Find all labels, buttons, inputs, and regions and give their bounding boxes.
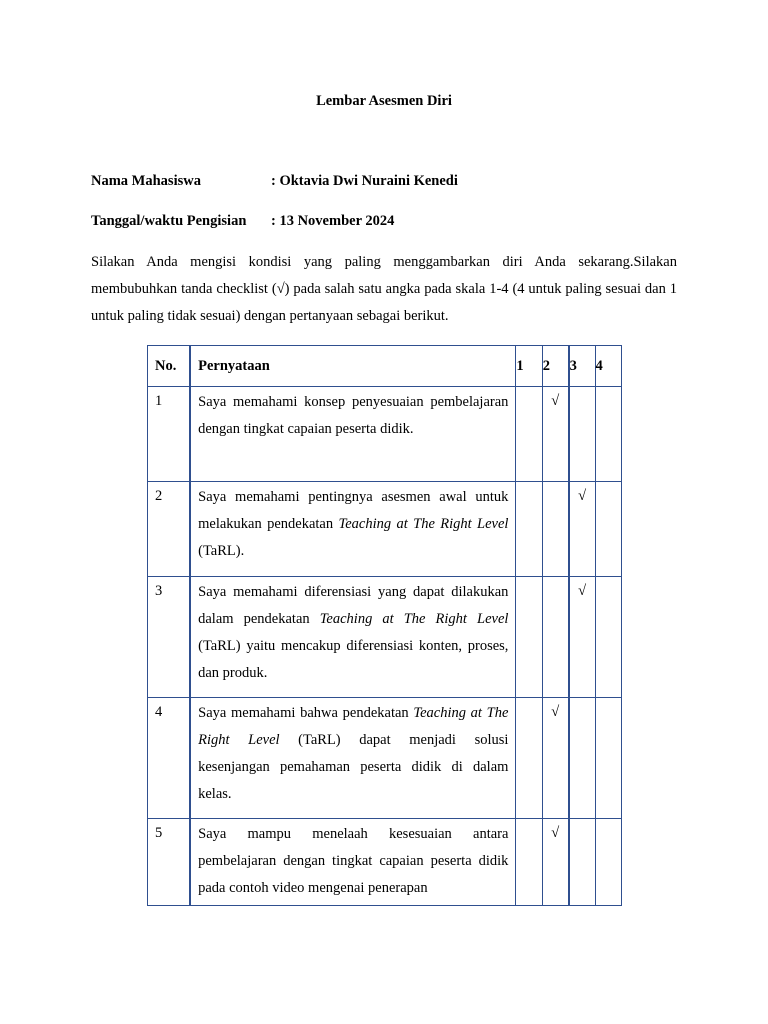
row-statement [190,698,516,819]
table-row [148,387,622,482]
score-cell-2 [542,577,568,698]
statement-italic-text: Teaching at The Right Level [198,705,509,748]
score-cell-4 [595,577,621,698]
check-mark: √ [551,704,560,720]
row-number: 2 [148,482,191,577]
statement-text: Saya memahami diferensiasi yang dapat dilakukan dalam pendekatan [198,584,509,627]
fill-date-value: : 13 November 2024 [271,213,395,229]
check-mark: √ [551,393,560,409]
score-cell-1 [516,482,542,577]
score-cell-2 [542,482,568,577]
check-mark: √ [578,583,587,599]
row-number: 1 [148,387,191,482]
score-cell-2 [542,819,568,906]
score-cell-3 [569,819,595,906]
score-cell-3 [569,577,595,698]
score-cell-1 [516,819,542,906]
header-score-2: 2 [542,346,568,387]
score-cell-4 [595,482,621,577]
score-cell-2 [542,387,568,482]
statement-text: (TaRL). [198,543,245,559]
header-score-4: 4 [595,346,621,387]
table-row [148,577,622,698]
statement-text: Saya memahami konsep penyesuaian pembelajaran dengan tingkat capaian peserta didik. [198,394,509,437]
check-mark: √ [551,825,560,841]
score-cell-4 [595,698,621,819]
score-cell-2 [542,698,568,819]
table-row [148,482,622,577]
check-mark: √ [578,488,587,504]
score-cell-4 [595,819,621,906]
score-cell-3 [569,482,595,577]
score-cell-3 [569,387,595,482]
header-score-1: 1 [516,346,542,387]
self-assessment-table [147,345,622,906]
student-name-row [91,173,458,190]
document-title: Lembar Asesmen Diri [316,93,452,109]
row-number: 5 [148,819,191,906]
student-name-label: Nama Mahasiswa [91,173,201,189]
statement-text: (TaRL) yaitu mencakup diferensiasi konten, proses, dan produk. [198,638,509,681]
score-cell-3 [569,698,595,819]
instructions-paragraph: Silakan Anda mengisi kondisi yang paling menggambarkan diri Anda sekarang.Silakan membubuhkan tanda checklist (√) pada salah satu angka pada skala 1-4 (4 untuk paling sesuai dan 1 untuk paling tidak sesuai) dengan pertanyaan sebagai berikut. [91,254,677,324]
fill-date-label: Tanggal/waktu Pengisian [91,213,247,229]
table-header-row [148,346,622,387]
statement-text: Saya memahami bahwa pendekatan [198,705,414,721]
row-number: 3 [148,577,191,698]
score-cell-1 [516,387,542,482]
header-score-3: 3 [569,346,595,387]
score-cell-1 [516,577,542,698]
row-number: 4 [148,698,191,819]
table-row [148,698,622,819]
row-statement [190,387,516,482]
header-statement: Pernyataan [190,346,516,387]
row-statement [190,482,516,577]
statement-text: Saya mampu menelaah kesesuaian antara pembelajaran dengan tingkat capaian peserta didik pada contoh video mengenai penerapan [198,826,509,896]
score-cell-4 [595,387,621,482]
statement-text: (TaRL) dapat menjadi solusi kesenjangan pemahaman peserta didik di dalam kelas. [198,732,509,802]
statement-italic-text: Teaching at The Right Level [319,611,509,627]
header-no: No. [148,346,191,387]
row-statement [190,577,516,698]
score-cell-1 [516,698,542,819]
row-statement [190,819,516,906]
statement-text: Saya memahami pentingnya asesmen awal untuk melakukan pendekatan [198,489,509,532]
table-row [148,819,622,906]
fill-date-row [91,213,394,230]
student-name-value: : Oktavia Dwi Nuraini Kenedi [271,173,458,189]
statement-italic-text: Teaching at The Right Level [338,516,509,532]
